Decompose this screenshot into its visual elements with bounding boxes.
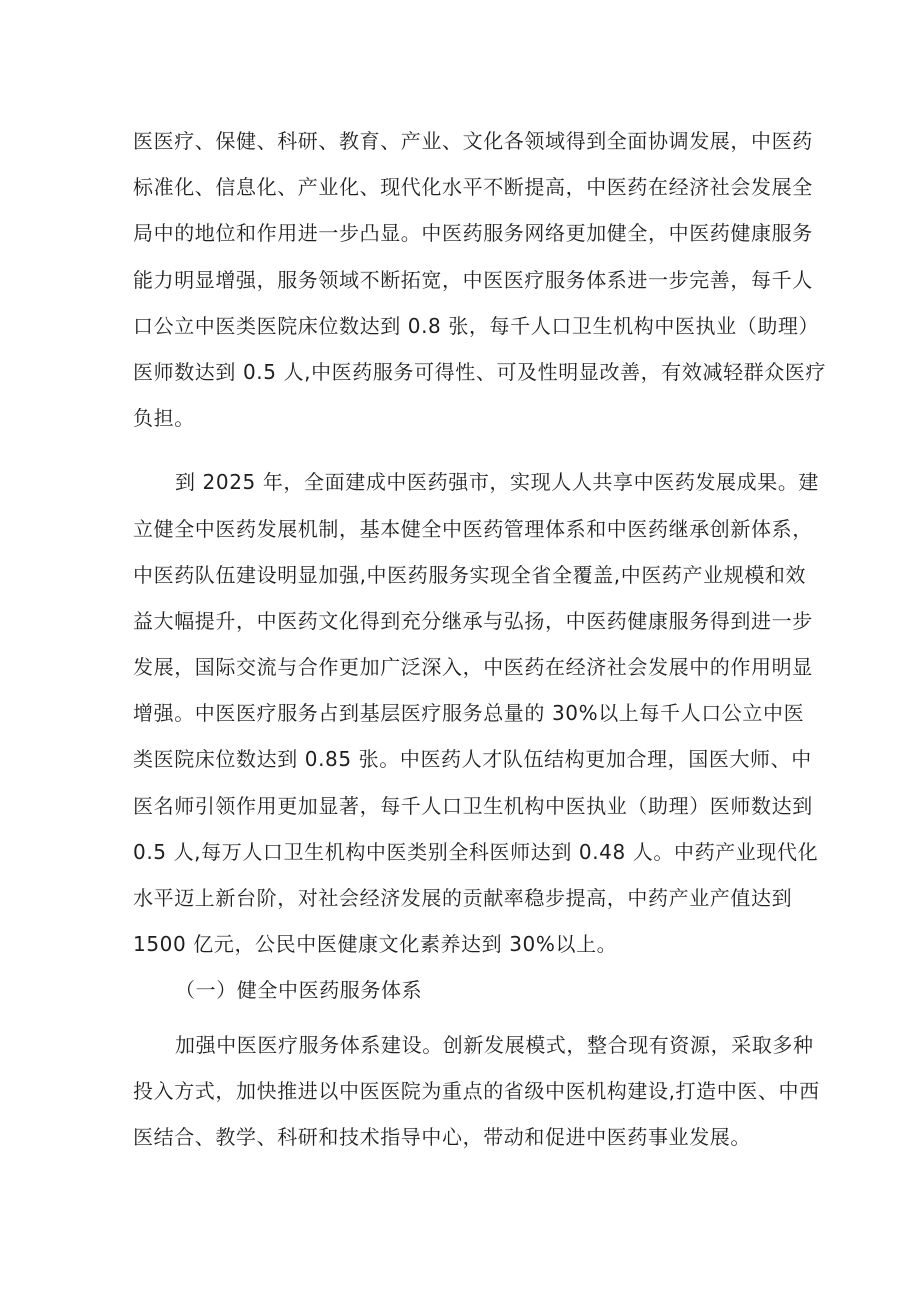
text-line: 投入方式，加快推进以中医医院为重点的省级中医机构建设,打造中医、中西 bbox=[133, 1078, 820, 1103]
text-line: 医结合、教学、科研和技术指导中心，带动和促进中医药事业发展。 bbox=[133, 1124, 751, 1149]
text-line: 医医疗、保健、科研、教育、产业、文化各领域得到全面协调发展，中医药 bbox=[133, 129, 813, 153]
text-line: 立健全中医药发展机制，基本健全中医药管理体系和中医药继承创新体系， bbox=[133, 516, 813, 541]
text-line: 加强中医医疗服务体系建设。创新发展模式，整合现有资源，采取多种 bbox=[175, 1032, 814, 1057]
paragraph-2025-goals bbox=[133, 459, 820, 967]
paragraph-spacer bbox=[133, 441, 793, 459]
text-line: 中医药队伍建设明显加强,中医药服务实现全省全覆盖,中医药产业规模和效 bbox=[133, 562, 807, 587]
text-line: 水平迈上新台阶，对社会经济发展的贡献率稳步提高，中药产业产值达到 bbox=[133, 886, 793, 910]
text-line: 标准化、信息化、产业化、现代化水平不断提高，中医药在经济社会发展全 bbox=[133, 175, 813, 200]
text-line: 到 2025 年，全面建成中医药强市，实现人人共享中医药发展成果。建 bbox=[175, 470, 820, 495]
section-heading bbox=[133, 967, 793, 1013]
paragraph-spacer bbox=[133, 1014, 793, 1022]
document-body bbox=[133, 118, 827, 1160]
text-line: 能力明显增强，服务领域不断拓宽，中医医疗服务体系进一步完善，每千人 bbox=[133, 267, 813, 292]
text-line: 类医院床位数达到 0.85 张。中医药人才队伍结构更加合理，国医大师、中 bbox=[133, 747, 812, 772]
text-line: 0.5 人,每万人口卫生机构中医类别全科医师达到 0.48 人。中药产业现代化 bbox=[133, 839, 819, 864]
text-line: 局中的地位和作用进一步凸显。中医药服务网络更加健全，中医药健康服务 bbox=[133, 221, 813, 246]
text-line: 增强。中医医疗服务占到基层医疗服务总量的 30%以上每千人口公立中医 bbox=[133, 701, 805, 726]
paragraph-continuation bbox=[133, 118, 827, 441]
text-line: 口公立中医类医院床位数达到 0.8 张，每千人口卫生机构中医执业（助理） bbox=[133, 313, 820, 338]
text-line: 负担。 bbox=[133, 406, 195, 431]
text-line: 医名师引领作用更加显著，每千人口卫生机构中医执业（助理）医师数达到 bbox=[133, 793, 813, 818]
text-line: 医师数达到 0.5 人,中医药服务可得性、可及性明显改善，有效减轻群众医疗 bbox=[133, 359, 827, 384]
paragraph-service-system bbox=[133, 1022, 820, 1161]
section-heading-text: （一）健全中医药服务体系 bbox=[175, 978, 423, 1003]
text-line: 1500 亿元，公民中医健康文化素养达到 30%以上。 bbox=[133, 932, 618, 957]
text-line: 益大幅提升，中医药文化得到充分继承与弘扬，中医药健康服务得到进一步 bbox=[133, 608, 813, 633]
text-line: 发展，国际交流与合作更加广泛深入，中医药在经济社会发展中的作用明显 bbox=[133, 655, 813, 680]
